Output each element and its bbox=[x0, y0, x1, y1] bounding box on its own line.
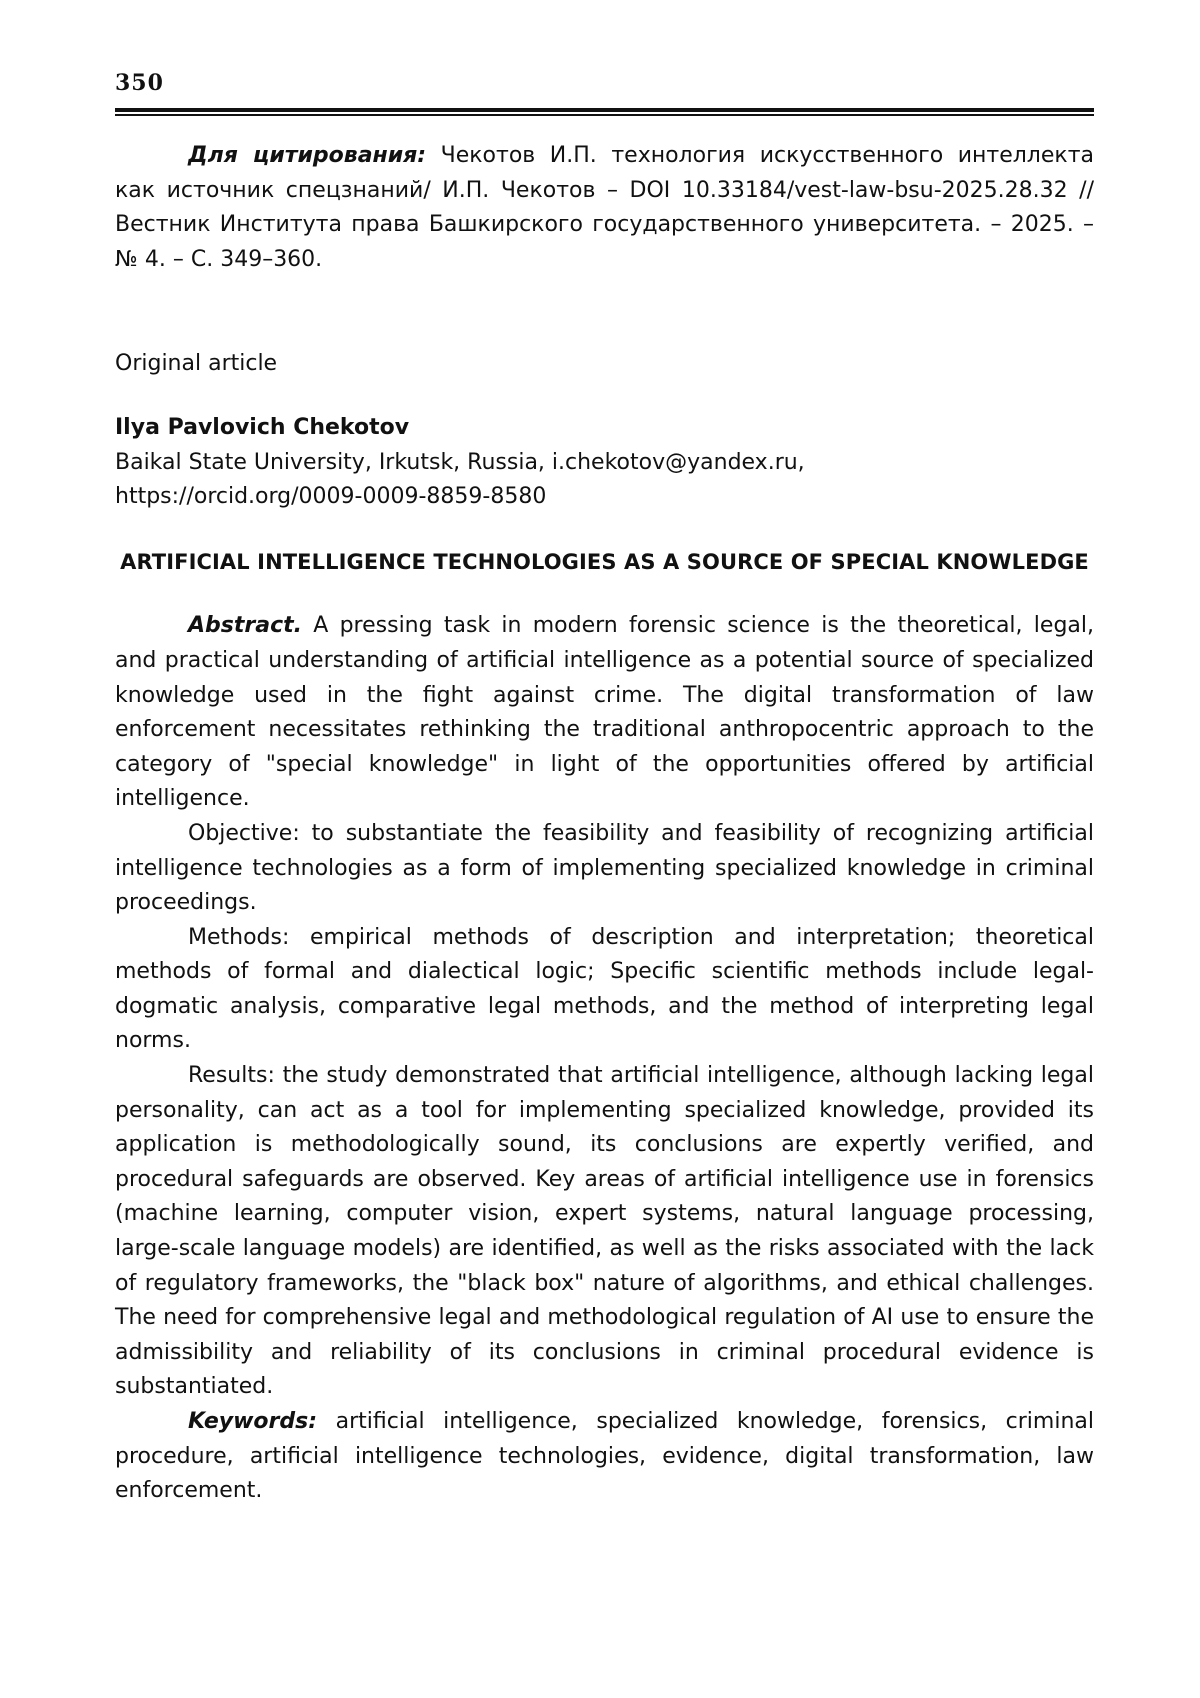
results-paragraph: Results: the study demonstrated that artificial intelligence, although lacking legal personality, can act as a tool for implementing specialized knowledge, provided its application is methodologically sound, its conclusions are expertly verified, and procedural safeguards are observed. Key areas of artificial intelligence use in forensics (machine learning, computer vision, expert systems, natural language processing, large-scale language models) are identified, as well as the risks associated with the lack of regulatory frameworks, the "black box" nature of algorithms, and ethical challenges. The need for comprehensive legal and methodological regulation of AI use to ensure the admissibility and reliability of its conclusions in criminal procedural evidence is substantiated. bbox=[115, 1063, 1094, 1400]
citation-label: Для цитирования: bbox=[188, 143, 427, 168]
article-type: Original article bbox=[115, 351, 278, 377]
header-rule-thin bbox=[115, 114, 1094, 116]
keywords-paragraph bbox=[115, 1405, 1094, 1509]
keywords-text: artificial intelligence, specialized knowledge, forensics, criminal procedure, artificial intelligence technologies, evidence, digital transformation, law enforcement. bbox=[115, 1409, 1094, 1504]
abstract-text: A pressing task in modern forensic science is the theoretical, legal, and practical understanding of artificial intelligence as a potential source of specialized knowledge used in the fight against crime. The digital transformation of law enforcement necessitates rethinking the traditional anthropocentric approach to the category of "special knowledge" in light of the opportunities offered by artificial intelligence. bbox=[115, 613, 1094, 812]
citation-text: Чекотов И.П. технология искусственного интеллекта как источник спецзнаний/ И.П. Чекотов – DOI 10.33184/vest-law-bsu-2025.28.32 // Вестник Института права Башкирского государственного университета. – 2025. – № 4. – С. 349–360. bbox=[115, 143, 1094, 272]
article-content bbox=[115, 139, 1094, 1509]
page-number: 350 bbox=[115, 70, 164, 96]
keywords-label: Keywords: bbox=[188, 1409, 318, 1434]
methods-paragraph: Methods: empirical methods of description and interpretation; theoretical methods of formal and dialectical logic; Specific scientific methods include legal-dogmatic analysis, comparative legal methods, and the method of interpreting legal norms. bbox=[115, 924, 1094, 1054]
article-title: ARTIFICIAL INTELLIGENCE TECHNOLOGIES AS A SOURCE OF SPECIAL KNOWLEDGE bbox=[120, 549, 1089, 574]
abstract-paragraph bbox=[115, 609, 1094, 817]
author-name: Ilya Pavlovich Chekotov bbox=[115, 414, 410, 440]
abstract-label: Abstract. bbox=[188, 613, 302, 639]
author-orcid: https://orcid.org/0009-0009-8859-8580 bbox=[115, 484, 547, 510]
objective-paragraph: Objective: to substantiate the feasibility and feasibility of recognizing artificial intelligence technologies as a form of implementing specialized knowledge in criminal proceedings. bbox=[115, 820, 1094, 916]
citation-paragraph bbox=[115, 139, 1094, 277]
header-rule-thick bbox=[115, 108, 1094, 112]
author-affiliation: Baikal State University, Irkutsk, Russia, i.chekotov@yandex.ru, bbox=[115, 449, 805, 475]
